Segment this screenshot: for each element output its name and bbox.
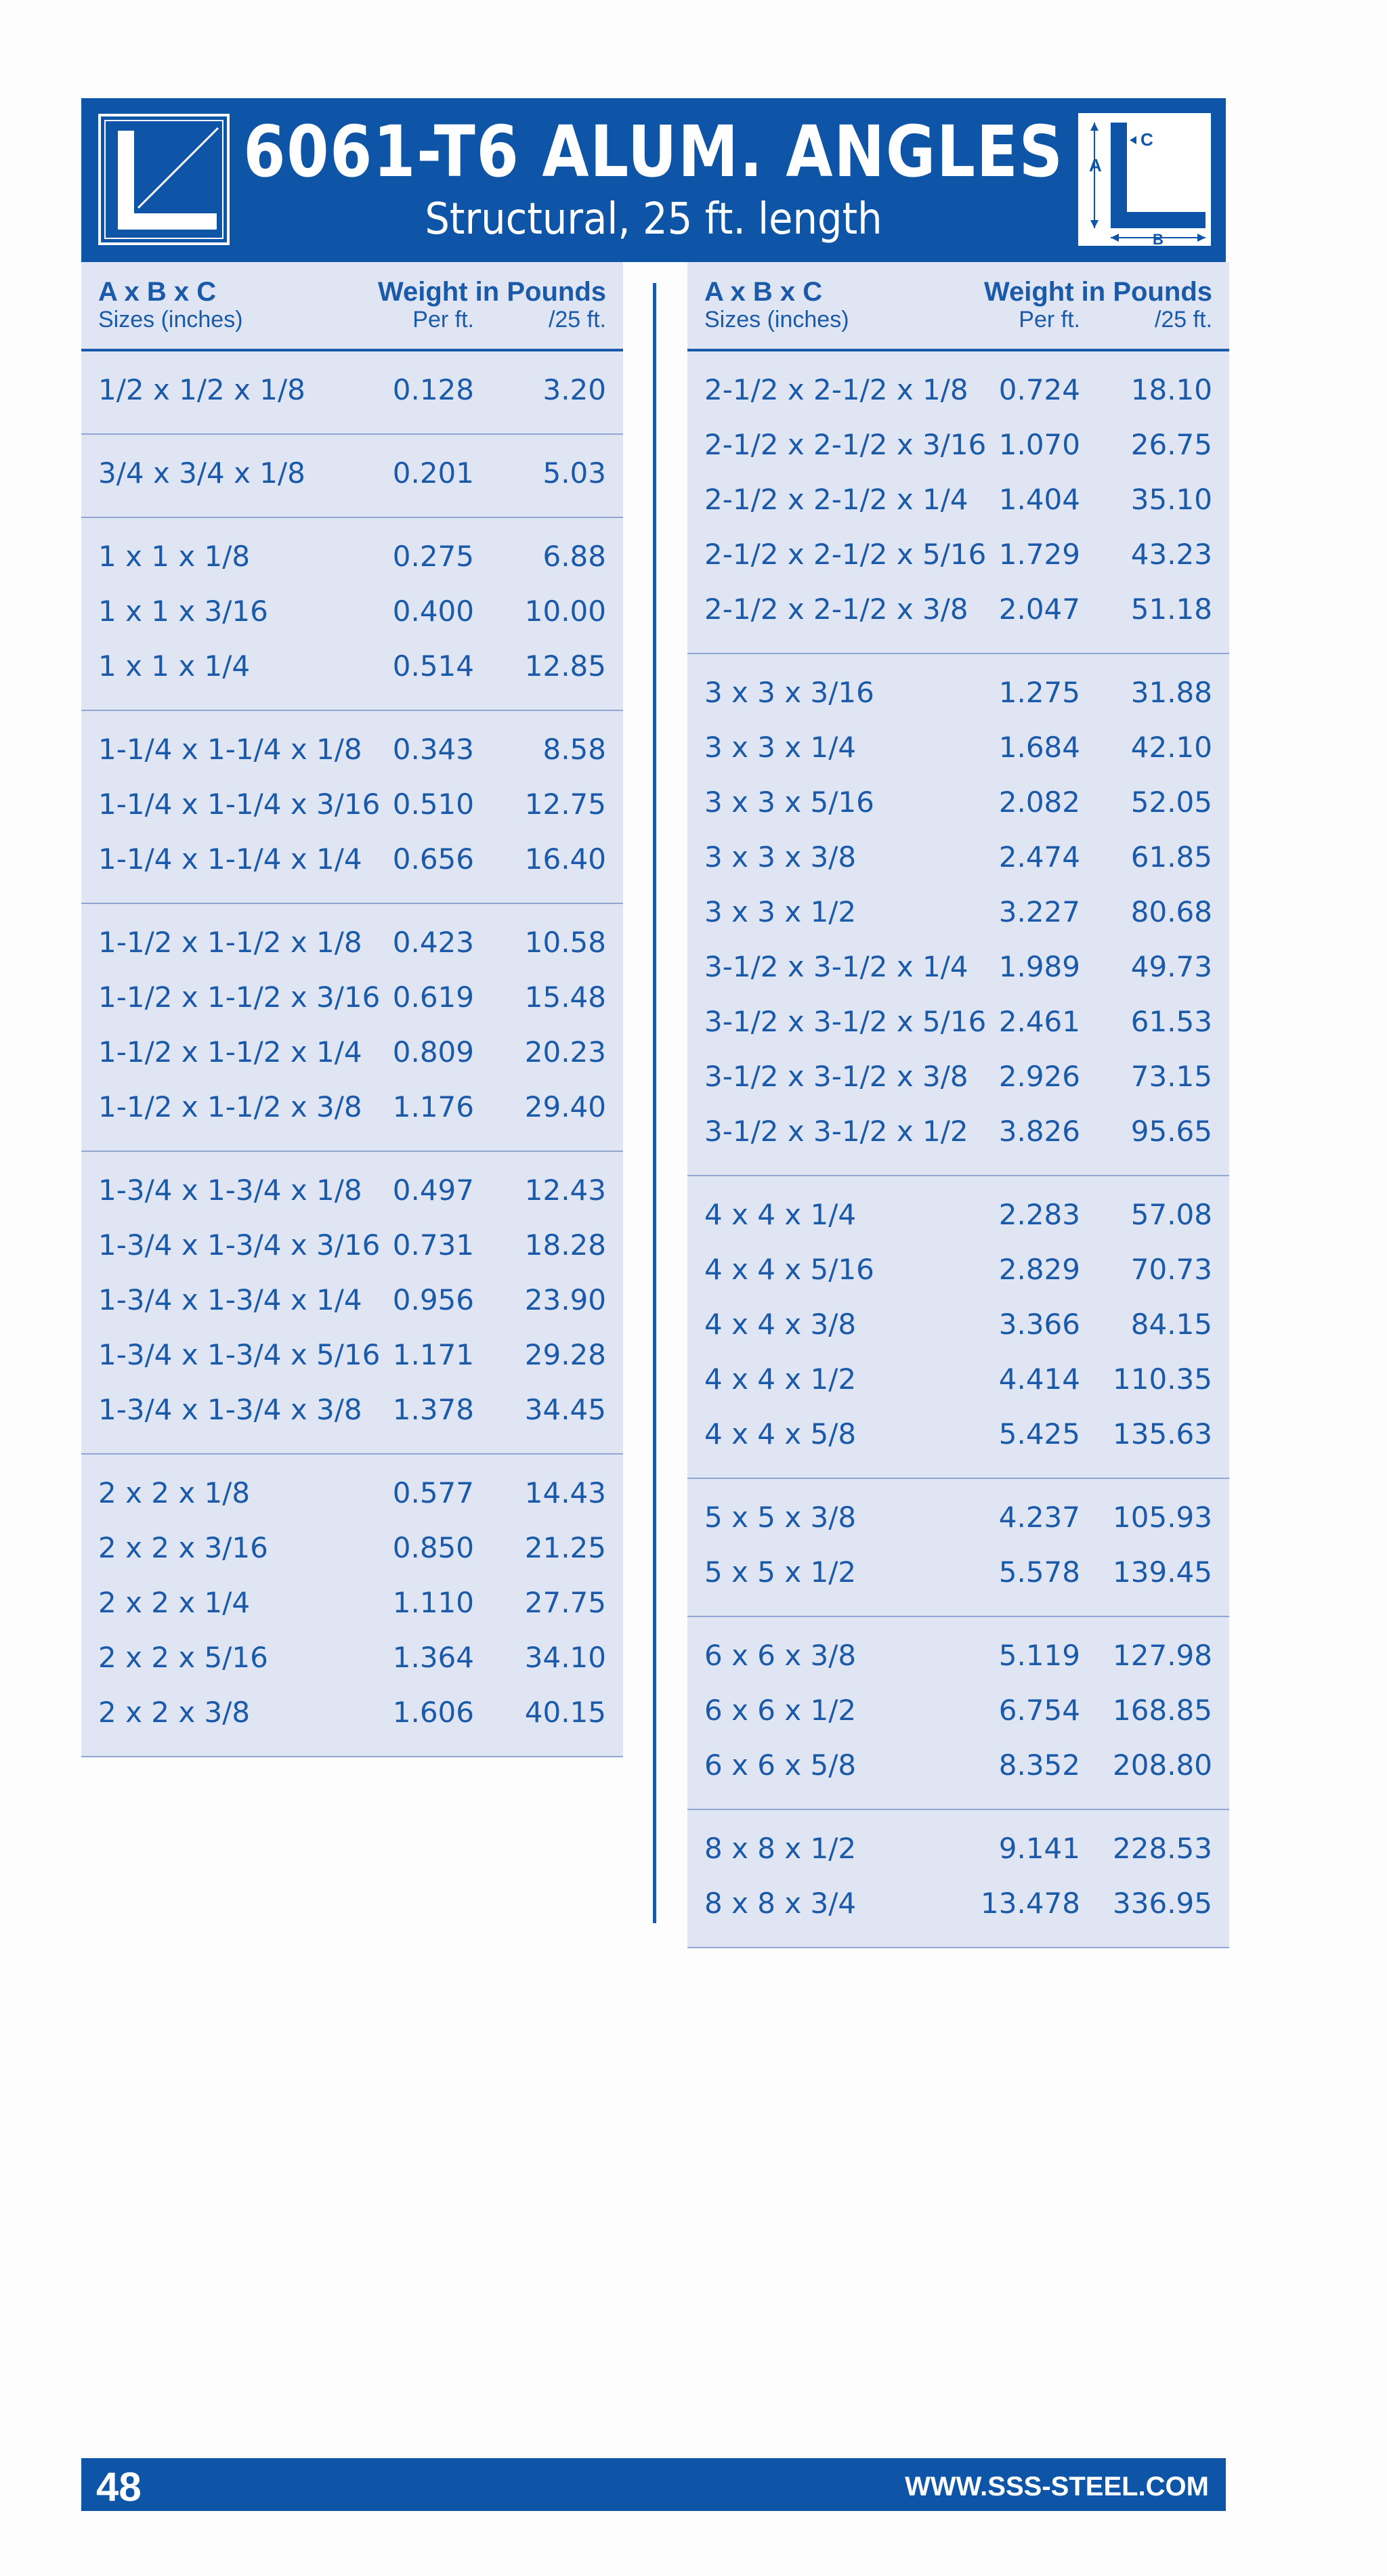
weight-per-25ft-cell: 20.23 [524,1035,606,1069]
row-group [81,435,623,518]
size-cell: 3-1/2 x 3-1/2 x 1/4 [704,950,968,983]
table-row [81,1468,623,1523]
weight-per-25ft-cell: 139.45 [1113,1555,1212,1589]
weight-per-ft-cell: 2.829 [998,1253,1080,1286]
table-row [687,1354,1229,1409]
size-cell: 8 x 8 x 1/2 [704,1832,857,1865]
weight-per-25ft-cell: 40.15 [524,1696,606,1729]
size-cell: 1-1/4 x 1-1/4 x 3/16 [98,788,381,821]
table-row [81,725,623,779]
weight-per-ft-cell: 5.425 [998,1417,1080,1451]
weight-per-ft-cell: 1.729 [998,538,1080,571]
table-row [81,834,623,889]
weight-per-ft-cell: 1.989 [998,950,1080,983]
column-divider [653,283,656,1923]
page-footer [81,2458,1226,2511]
table-row [687,1824,1229,1879]
weight-per-25ft-cell: 12.75 [524,788,606,821]
weight-per-ft-cell: 1.404 [998,483,1080,516]
weight-per-25ft-cell: 135.63 [1113,1417,1212,1451]
size-cell: 6 x 6 x 5/8 [704,1748,857,1782]
weight-header: Weight in Pounds [983,277,1212,307]
per-ft-header: Per ft. [1019,307,1080,332]
size-cell: 3 x 3 x 3/16 [704,676,874,709]
weight-per-25ft-cell: 52.05 [1130,786,1212,819]
weight-per-25ft-cell: 228.53 [1113,1832,1212,1865]
weight-per-ft-cell: 0.724 [998,373,1080,406]
table-row [687,1052,1229,1107]
size-cell: 3 x 3 x 1/2 [704,895,857,928]
size-cell: 4 x 4 x 1/4 [704,1198,857,1231]
weight-per-25ft-cell: 26.75 [1130,428,1212,461]
table-row [687,1409,1229,1464]
row-group [81,351,623,435]
table-row [687,723,1229,777]
size-cell: 1-1/2 x 1-1/2 x 3/8 [98,1090,362,1123]
table-row [687,1107,1229,1161]
weight-per-ft-cell: 0.497 [392,1174,474,1207]
table-row [81,1027,623,1082]
weight-per-ft-cell: 2.082 [998,786,1080,819]
table-row [687,887,1229,942]
table-row [687,832,1229,887]
size-cell: 2 x 2 x 1/4 [98,1586,251,1619]
table-row [81,1082,623,1137]
row-group [687,1479,1229,1617]
size-cell: 2-1/2 x 2-1/2 x 5/16 [704,538,987,571]
size-cell: 1-1/4 x 1-1/4 x 1/8 [98,733,362,766]
weight-per-ft-cell: 1.606 [392,1696,474,1729]
table-row [81,1578,623,1633]
size-cell: 3 x 3 x 5/16 [704,786,874,819]
size-cell: 1-3/4 x 1-3/4 x 3/8 [98,1393,362,1426]
table-row [81,365,623,420]
weight-per-25ft-cell: 43.23 [1130,538,1212,571]
weight-per-25ft-cell: 27.75 [524,1586,606,1619]
row-group [81,904,623,1152]
table-row [687,1547,1229,1602]
left-table [81,262,623,1757]
size-cell: 3/4 x 3/4 x 1/8 [98,456,305,490]
weight-per-25ft-cell: 70.73 [1130,1253,1212,1286]
table-row [81,1220,623,1275]
table-row [81,641,623,696]
size-cell: 4 x 4 x 3/8 [704,1308,857,1341]
weight-per-ft-cell: 0.423 [392,926,474,959]
size-cell: 3 x 3 x 1/4 [704,731,857,764]
size-cell: 2-1/2 x 2-1/2 x 3/16 [704,428,987,461]
table-row [687,997,1229,1052]
size-cell: 1-1/2 x 1-1/2 x 1/4 [98,1035,362,1069]
weight-per-ft-cell: 5.119 [998,1639,1080,1672]
table-row [687,1686,1229,1740]
weight-per-25ft-cell: 34.45 [524,1393,606,1426]
page-title: 6061-T6 ALUM. ANGLES [243,110,1064,193]
row-group [81,1152,623,1455]
weight-per-25ft-cell: 80.68 [1130,895,1212,928]
size-cell: 3 x 3 x 3/8 [704,840,857,874]
table-row [687,1300,1229,1354]
weight-per-25ft-cell: 105.93 [1113,1501,1212,1534]
table-body [81,351,623,1757]
weight-per-25ft-cell: 35.10 [1130,483,1212,516]
weight-per-25ft-cell: 49.73 [1130,950,1212,983]
weight-per-ft-cell: 2.926 [998,1060,1080,1093]
size-cell: 1 x 1 x 1/8 [98,540,251,573]
weight-per-25ft-cell: 10.00 [524,595,606,628]
weight-per-ft-cell: 0.510 [392,788,474,821]
table-row [687,1631,1229,1686]
table-row [687,475,1229,530]
weight-per-ft-cell: 0.619 [392,981,474,1014]
diagram-label-b: B [1153,231,1164,246]
weight-per-ft-cell: 0.956 [392,1283,474,1316]
weight-per-ft-cell: 1.378 [392,1393,474,1426]
size-cell: 2 x 2 x 3/16 [98,1531,268,1564]
per-25ft-header: /25 ft. [1154,307,1212,332]
table-row [81,1165,623,1220]
weight-per-ft-cell: 1.070 [998,428,1080,461]
table-row [687,1190,1229,1245]
size-cell: 4 x 4 x 5/16 [704,1253,874,1286]
weight-per-25ft-cell: 21.25 [524,1531,606,1564]
size-cell: 3-1/2 x 3-1/2 x 1/2 [704,1115,968,1148]
size-header: A x B x C [704,277,823,307]
table-row [81,532,623,586]
table-row [687,420,1229,475]
table-row [81,918,623,972]
page-subtitle: Structural, 25 ft. length [425,194,882,244]
size-cell: 8 x 8 x 3/4 [704,1887,857,1920]
table-row [81,779,623,834]
table-row [687,530,1229,584]
table-row [81,972,623,1027]
row-group [687,1176,1229,1479]
size-cell: 3-1/2 x 3-1/2 x 5/16 [704,1005,987,1038]
weight-per-ft-cell: 2.461 [998,1005,1080,1038]
weight-per-ft-cell: 3.826 [998,1115,1080,1148]
size-cell: 6 x 6 x 3/8 [704,1639,857,1672]
weight-per-ft-cell: 0.201 [392,456,474,490]
size-cell: 3-1/2 x 3-1/2 x 3/8 [704,1060,968,1093]
table-row [687,1245,1229,1300]
weight-per-25ft-cell: 8.58 [542,733,606,766]
weight-per-25ft-cell: 18.28 [524,1228,606,1262]
weight-per-ft-cell: 1.171 [392,1338,474,1371]
size-cell: 1-3/4 x 1-3/4 x 5/16 [98,1338,381,1371]
size-cell: 6 x 6 x 1/2 [704,1694,857,1727]
weight-per-ft-cell: 0.514 [392,649,474,683]
size-subheader: Sizes (inches) [704,307,849,332]
table-row [687,942,1229,997]
table-row [81,586,623,641]
row-group [81,711,623,904]
angle-dimension-diagram-icon [1078,113,1211,246]
table-row [687,365,1229,420]
row-group [81,518,623,711]
weight-per-25ft-cell: 127.98 [1113,1639,1212,1672]
weight-per-25ft-cell: 14.43 [524,1476,606,1509]
weight-per-ft-cell: 3.227 [998,895,1080,928]
table-row [687,1879,1229,1933]
page-header [81,98,1226,262]
weight-per-ft-cell: 0.275 [392,540,474,573]
weight-per-25ft-cell: 95.65 [1130,1115,1212,1148]
diagram-label-a: A [1089,155,1102,175]
weight-per-ft-cell: 1.364 [392,1641,474,1674]
weight-per-25ft-cell: 61.53 [1130,1005,1212,1038]
page-number: 48 [96,2464,142,2510]
table-row [687,1740,1229,1795]
table-row [687,777,1229,832]
table-row [81,1275,623,1330]
weight-per-25ft-cell: 12.85 [524,649,606,683]
size-cell: 1 x 1 x 3/16 [98,595,268,628]
weight-per-25ft-cell: 15.48 [524,981,606,1014]
size-cell: 1-3/4 x 1-3/4 x 3/16 [98,1228,381,1262]
weight-per-ft-cell: 0.128 [392,373,474,406]
weight-per-ft-cell: 0.343 [392,733,474,766]
weight-per-25ft-cell: 42.10 [1130,731,1212,764]
table-row [687,668,1229,723]
weight-per-25ft-cell: 10.58 [524,926,606,959]
size-cell: 1 x 1 x 1/4 [98,649,251,683]
weight-per-25ft-cell: 73.15 [1130,1060,1212,1093]
weight-per-25ft-cell: 51.18 [1130,593,1212,626]
size-cell: 2 x 2 x 1/8 [98,1476,251,1509]
weight-per-25ft-cell: 12.43 [524,1174,606,1207]
per-ft-header: Per ft. [412,307,474,332]
weight-per-ft-cell: 1.684 [998,731,1080,764]
weight-per-25ft-cell: 31.88 [1130,676,1212,709]
weight-per-ft-cell: 4.414 [998,1362,1080,1396]
weight-per-ft-cell: 3.366 [998,1308,1080,1341]
table-row [687,1493,1229,1547]
weight-per-ft-cell: 0.656 [392,842,474,876]
weight-per-ft-cell: 0.577 [392,1476,474,1509]
size-cell: 4 x 4 x 1/2 [704,1362,857,1396]
size-cell: 5 x 5 x 3/8 [704,1501,857,1534]
per-25ft-header: /25 ft. [548,307,606,332]
size-cell: 1-3/4 x 1-3/4 x 1/8 [98,1174,362,1207]
size-cell: 1-1/4 x 1-1/4 x 1/4 [98,842,362,876]
size-header: A x B x C [98,277,217,307]
size-subheader: Sizes (inches) [98,307,243,332]
table-row [687,584,1229,639]
weight-per-ft-cell: 2.283 [998,1198,1080,1231]
size-cell: 5 x 5 x 1/2 [704,1555,857,1589]
weight-per-ft-cell: 0.731 [392,1228,474,1262]
weight-per-25ft-cell: 57.08 [1130,1198,1212,1231]
table-header [81,262,623,351]
table-row [81,1633,623,1688]
weight-per-25ft-cell: 110.35 [1113,1362,1212,1396]
size-cell: 2 x 2 x 5/16 [98,1641,268,1674]
weight-per-25ft-cell: 61.85 [1130,840,1212,874]
size-cell: 1-1/2 x 1-1/2 x 3/16 [98,981,381,1014]
weight-per-ft-cell: 0.850 [392,1531,474,1564]
weight-per-ft-cell: 1.110 [392,1586,474,1619]
table-row [81,1330,623,1385]
size-cell: 1-3/4 x 1-3/4 x 1/4 [98,1283,362,1316]
size-cell: 1/2 x 1/2 x 1/8 [98,373,305,406]
size-cell: 2 x 2 x 3/8 [98,1696,251,1729]
weight-per-ft-cell: 1.176 [392,1090,474,1123]
table-row [81,1385,623,1440]
weight-per-ft-cell: 8.352 [998,1748,1080,1782]
weight-per-25ft-cell: 168.85 [1113,1694,1212,1727]
size-cell: 4 x 4 x 5/8 [704,1417,857,1451]
weight-per-25ft-cell: 84.15 [1130,1308,1212,1341]
table-row [81,1523,623,1578]
weight-per-25ft-cell: 29.28 [524,1338,606,1371]
weight-per-25ft-cell: 34.10 [524,1641,606,1674]
table-row [81,1688,623,1742]
row-group [687,1617,1229,1810]
table-body [687,351,1229,1948]
weight-per-25ft-cell: 23.90 [524,1283,606,1316]
weight-header: Weight in Pounds [377,277,606,307]
weight-per-25ft-cell: 208.80 [1113,1748,1212,1782]
website-link[interactable]: WWW.SSS-STEEL.COM [905,2472,1209,2502]
weight-per-ft-cell: 5.578 [998,1555,1080,1589]
size-cell: 2-1/2 x 2-1/2 x 3/8 [704,593,968,626]
weight-per-25ft-cell: 3.20 [542,373,606,406]
weight-per-25ft-cell: 18.10 [1130,373,1212,406]
table-row [81,448,623,503]
weight-per-25ft-cell: 16.40 [524,842,606,876]
right-table [687,262,1229,1948]
weight-per-25ft-cell: 5.03 [542,456,606,490]
row-group [687,654,1229,1176]
weight-per-25ft-cell: 29.40 [524,1090,606,1123]
weight-per-ft-cell: 13.478 [981,1887,1080,1920]
weight-per-ft-cell: 4.237 [998,1501,1080,1534]
row-group [81,1455,623,1757]
table-header [687,262,1229,351]
weight-per-ft-cell: 0.809 [392,1035,474,1069]
size-cell: 1-1/2 x 1-1/2 x 1/8 [98,926,362,959]
size-cell: 2-1/2 x 2-1/2 x 1/8 [704,373,968,406]
weight-per-ft-cell: 9.141 [998,1832,1080,1865]
weight-per-ft-cell: 2.047 [998,593,1080,626]
weight-per-ft-cell: 2.474 [998,840,1080,874]
weight-per-ft-cell: 6.754 [998,1694,1080,1727]
weight-per-25ft-cell: 6.88 [542,540,606,573]
weight-per-ft-cell: 0.400 [392,595,474,628]
weight-per-25ft-cell: 336.95 [1113,1887,1212,1920]
size-cell: 2-1/2 x 2-1/2 x 1/4 [704,483,968,516]
weight-per-ft-cell: 1.275 [998,676,1080,709]
row-group [687,1810,1229,1948]
row-group [687,351,1229,654]
diagram-label-c: C [1140,129,1153,150]
